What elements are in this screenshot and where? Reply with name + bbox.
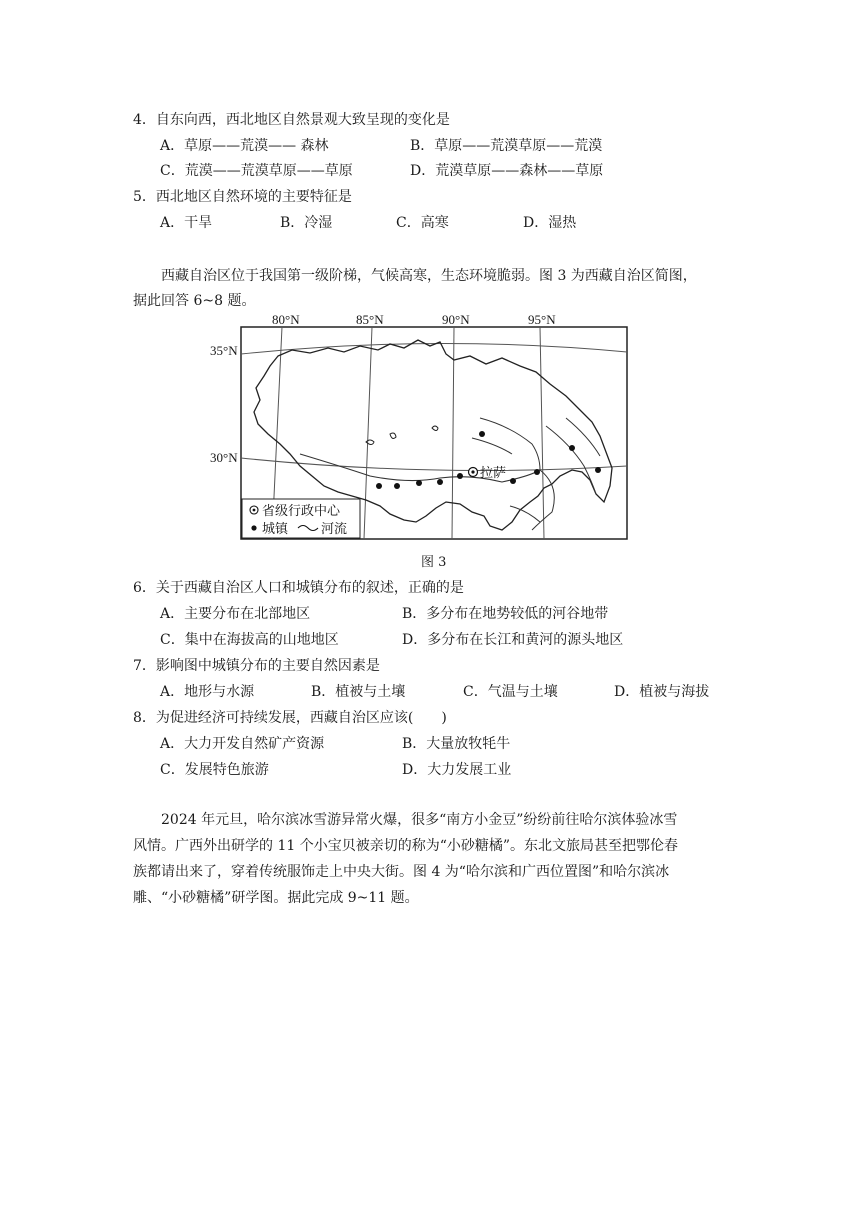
q7-option-c: C．气温与土壤 [463,684,558,700]
lat-label-30: 30°N [210,450,238,465]
intro2-line4: 雕、“小砂糖橘”研学图。据此完成 9~11 题。 [133,890,419,906]
lon-label-80: 80°N [272,312,300,327]
q8-option-a: A．大力开发自然矿产资源 [160,736,325,752]
capital-marker-dot [471,470,474,473]
town-point [376,483,382,489]
q5-stem: 5．西北地区自然环境的主要特征是 [133,189,352,205]
tibet-map [240,326,628,540]
intro2-line3: 族都请出来了，穿着传统服饰走上中央大街。图 4 为“哈尔滨和广西位置图”和哈尔滨冰 [133,864,670,880]
q6-stem: 6．关于西藏自治区人口和城镇分布的叙述，正确的是 [133,580,464,596]
town-point [416,480,422,486]
legend-town-label: 城镇 [262,522,289,537]
intro1-line2: 据此回答 6~8 题。 [133,293,256,309]
q6-option-a: A．主要分布在北部地区 [160,606,311,622]
legend-capital-label: 省级行政中心 [262,504,341,519]
intro1-line1: 西藏自治区位于我国第一级阶梯，气候高寒，生态环境脆弱。图 3 为西藏自治区简图， [161,268,697,284]
q7-option-a: A．地形与水源 [160,684,255,700]
q8-stem: 8．为促进经济可持续发展，西藏自治区应该( ) [133,710,447,726]
intro2-line1: 2024 年元旦，哈尔滨冰雪游异常火爆，很多“南方小金豆”纷纷前往哈尔滨体验冰雪 [161,812,678,828]
town-point [569,445,575,451]
q5-option-a: A．干旱 [160,215,213,231]
town-point [437,479,443,485]
figure-caption: 图 3 [421,555,447,570]
q7-option-b: B．植被与土壤 [311,684,406,700]
q6-option-c: C．集中在海拔高的山地地区 [160,632,339,648]
q5-option-b: B．冷湿 [280,215,333,231]
q4-option-d: D．荒漠草原——森林——草原 [410,163,604,179]
lon-label-95: 95°N [528,312,556,327]
q4-stem: 4．自东向西，西北地区自然景观大致呈现的变化是 [133,112,450,128]
town-point [457,473,463,479]
q7-option-d: D．植被与海拔 [614,684,710,700]
lon-label-85: 85°N [356,312,384,327]
town-point [534,469,540,475]
q4-option-b: B．草原——荒漠草原——荒漠 [410,138,603,154]
q5-option-c: C．高寒 [396,215,449,231]
q7-stem: 7．影响图中城镇分布的主要自然因素是 [133,658,380,674]
q8-option-c: C．发展特色旅游 [160,762,269,778]
intro2-line2: 风情。广西外出研学的 11 个小宝贝被亲切的称为“小砂糖橘”。东北文旅局甚至把鄂伦春 [133,838,679,854]
q5-option-d: D．湿热 [523,215,577,231]
q8-option-b: B．大量放牧牦牛 [402,736,511,752]
q4-option-a: A．草原——荒漠—— 森林 [160,138,329,154]
capital-label: 拉萨 [480,466,507,481]
town-point [479,431,485,437]
lat-label-35: 35°N [210,343,238,358]
legend-river-label: 河流 [321,522,348,537]
town-point [595,467,601,473]
q8-option-d: D．大力发展工业 [402,762,512,778]
legend-town-icon [251,525,256,530]
q6-option-b: B．多分布在地势较低的河谷地带 [402,606,609,622]
town-point [510,478,516,484]
town-point [394,483,400,489]
q6-option-d: D．多分布在长江和黄河的源头地区 [402,632,624,648]
lon-label-90: 90°N [442,312,470,327]
q4-option-c: C．荒漠——荒漠草原——草原 [160,163,353,179]
